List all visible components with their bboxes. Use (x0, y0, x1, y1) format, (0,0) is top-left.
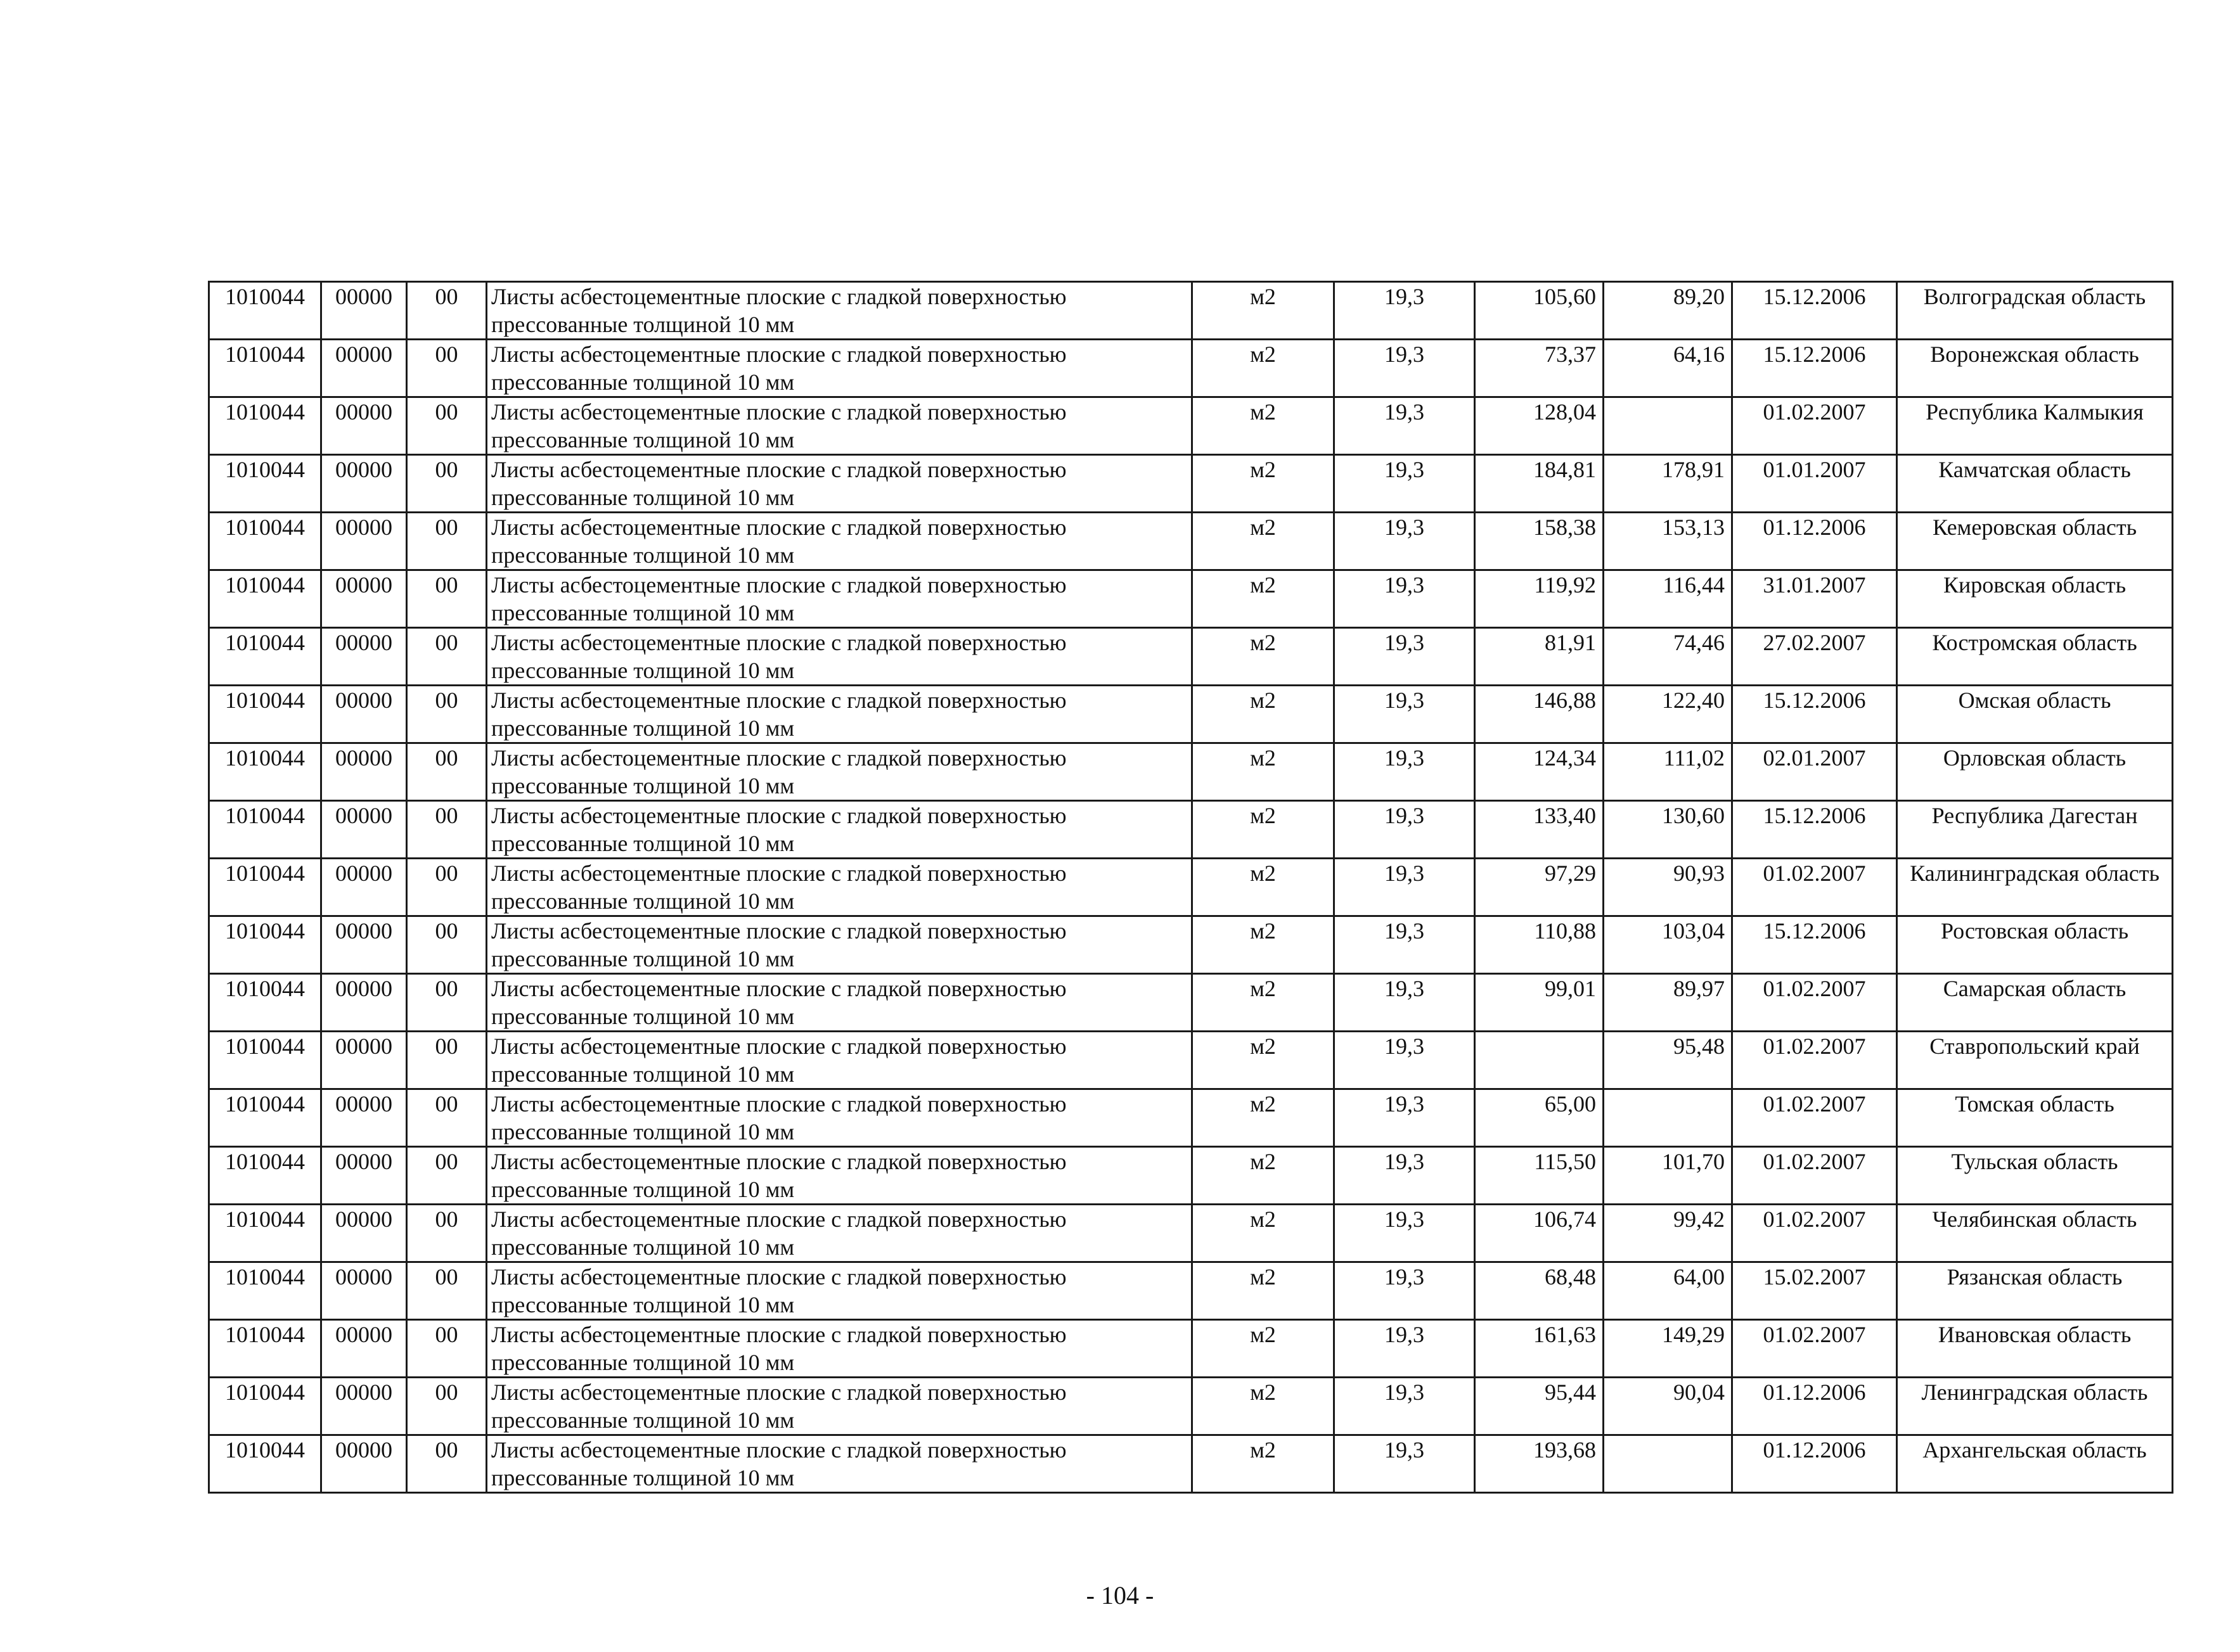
cell-price-b: 99,42 (1604, 1205, 1732, 1262)
cell-subcode: 00000 (321, 686, 407, 743)
cell-name: Листы асбестоцементные плоские с гладкой поверхностью прессованные толщиной 10 мм (487, 974, 1192, 1032)
cell-unit: м2 (1192, 1262, 1334, 1320)
cell-subcode: 00000 (321, 397, 407, 455)
cell-coefficient: 19,3 (1334, 1320, 1475, 1378)
cell-group: 00 (407, 1089, 487, 1147)
cell-date: 01.02.2007 (1732, 1089, 1897, 1147)
cell-name: Листы асбестоцементные плоские с гладкой поверхностью прессованные толщиной 10 мм (487, 1147, 1192, 1205)
cell-price-a: 128,04 (1475, 397, 1604, 455)
cell-coefficient: 19,3 (1334, 570, 1475, 628)
cell-code: 1010044 (209, 743, 321, 801)
cell-code: 1010044 (209, 801, 321, 859)
cell-price-b: 111,02 (1604, 743, 1732, 801)
cell-name: Листы асбестоцементные плоские с гладкой поверхностью прессованные толщиной 10 мм (487, 340, 1192, 397)
cell-region: Ростовская область (1897, 916, 2173, 974)
cell-price-b: 153,13 (1604, 513, 1732, 570)
table-row (209, 397, 2173, 455)
cell-code: 1010044 (209, 455, 321, 513)
cell-unit: м2 (1192, 1147, 1334, 1205)
cell-code: 1010044 (209, 1320, 321, 1378)
cell-name: Листы асбестоцементные плоские с гладкой поверхностью прессованные толщиной 10 мм (487, 1032, 1192, 1089)
cell-code: 1010044 (209, 916, 321, 974)
table-row (209, 1378, 2173, 1435)
table-row (209, 1262, 2173, 1320)
cell-code: 1010044 (209, 570, 321, 628)
cell-unit: м2 (1192, 628, 1334, 686)
cell-date: 01.01.2007 (1732, 455, 1897, 513)
cell-date: 01.02.2007 (1732, 859, 1897, 916)
cell-price-b: 122,40 (1604, 686, 1732, 743)
cell-region: Омская область (1897, 686, 2173, 743)
cell-subcode: 00000 (321, 1147, 407, 1205)
cell-region: Кемеровская область (1897, 513, 2173, 570)
cell-group: 00 (407, 1147, 487, 1205)
cell-subcode: 00000 (321, 282, 407, 340)
cell-coefficient: 19,3 (1334, 974, 1475, 1032)
price-table (208, 281, 2173, 1494)
cell-date: 15.12.2006 (1732, 282, 1897, 340)
cell-price-b: 64,16 (1604, 340, 1732, 397)
cell-price-b: 90,04 (1604, 1378, 1732, 1435)
cell-coefficient: 19,3 (1334, 397, 1475, 455)
cell-date: 01.12.2006 (1732, 1378, 1897, 1435)
cell-region: Республика Дагестан (1897, 801, 2173, 859)
cell-date: 15.12.2006 (1732, 340, 1897, 397)
cell-group: 00 (407, 1262, 487, 1320)
cell-region: Архангельская область (1897, 1435, 2173, 1493)
cell-unit: м2 (1192, 801, 1334, 859)
table-row (209, 859, 2173, 916)
cell-coefficient: 19,3 (1334, 513, 1475, 570)
cell-name: Листы асбестоцементные плоские с гладкой поверхностью прессованные толщиной 10 мм (487, 513, 1192, 570)
cell-group: 00 (407, 1032, 487, 1089)
cell-price-b: 90,93 (1604, 859, 1732, 916)
cell-date: 01.02.2007 (1732, 1205, 1897, 1262)
cell-code: 1010044 (209, 340, 321, 397)
cell-region: Воронежская область (1897, 340, 2173, 397)
cell-price-b (1604, 397, 1732, 455)
cell-price-b: 130,60 (1604, 801, 1732, 859)
cell-unit: м2 (1192, 570, 1334, 628)
cell-date: 01.12.2006 (1732, 513, 1897, 570)
cell-price-b: 101,70 (1604, 1147, 1732, 1205)
cell-name: Листы асбестоцементные плоские с гладкой поверхностью прессованные толщиной 10 мм (487, 1378, 1192, 1435)
cell-region: Тульская область (1897, 1147, 2173, 1205)
cell-name: Листы асбестоцементные плоские с гладкой поверхностью прессованные толщиной 10 мм (487, 628, 1192, 686)
cell-coefficient: 19,3 (1334, 801, 1475, 859)
cell-group: 00 (407, 628, 487, 686)
cell-group: 00 (407, 801, 487, 859)
cell-subcode: 00000 (321, 743, 407, 801)
cell-subcode: 00000 (321, 570, 407, 628)
cell-region: Калининградская область (1897, 859, 2173, 916)
cell-date: 01.12.2006 (1732, 1435, 1897, 1493)
cell-group: 00 (407, 1435, 487, 1493)
cell-price-a: 95,44 (1475, 1378, 1604, 1435)
cell-name: Листы асбестоцементные плоские с гладкой поверхностью прессованные толщиной 10 мм (487, 282, 1192, 340)
cell-price-a: 146,88 (1475, 686, 1604, 743)
cell-unit: м2 (1192, 1032, 1334, 1089)
cell-group: 00 (407, 455, 487, 513)
cell-coefficient: 19,3 (1334, 743, 1475, 801)
table-row (209, 340, 2173, 397)
cell-date: 01.02.2007 (1732, 397, 1897, 455)
cell-price-a: 81,91 (1475, 628, 1604, 686)
cell-name: Листы асбестоцементные плоские с гладкой поверхностью прессованные толщиной 10 мм (487, 1262, 1192, 1320)
cell-name: Листы асбестоцементные плоские с гладкой поверхностью прессованные толщиной 10 мм (487, 859, 1192, 916)
cell-subcode: 00000 (321, 974, 407, 1032)
cell-coefficient: 19,3 (1334, 1089, 1475, 1147)
cell-subcode: 00000 (321, 1378, 407, 1435)
cell-subcode: 00000 (321, 340, 407, 397)
cell-group: 00 (407, 513, 487, 570)
cell-code: 1010044 (209, 1147, 321, 1205)
cell-region: Орловская область (1897, 743, 2173, 801)
table-row (209, 455, 2173, 513)
cell-price-b: 89,20 (1604, 282, 1732, 340)
cell-code: 1010044 (209, 1435, 321, 1493)
cell-price-b: 74,46 (1604, 628, 1732, 686)
table-row (209, 628, 2173, 686)
table-row (209, 1147, 2173, 1205)
table-row (209, 1089, 2173, 1147)
cell-date: 15.12.2006 (1732, 686, 1897, 743)
cell-region: Ивановская область (1897, 1320, 2173, 1378)
cell-price-b: 64,00 (1604, 1262, 1732, 1320)
cell-price-a: 184,81 (1475, 455, 1604, 513)
cell-region: Томская область (1897, 1089, 2173, 1147)
cell-price-a: 73,37 (1475, 340, 1604, 397)
cell-unit: м2 (1192, 1435, 1334, 1493)
cell-unit: м2 (1192, 455, 1334, 513)
table-row (209, 974, 2173, 1032)
table-body (209, 282, 2173, 1493)
cell-group: 00 (407, 1320, 487, 1378)
cell-region: Самарская область (1897, 974, 2173, 1032)
cell-subcode: 00000 (321, 513, 407, 570)
cell-subcode: 00000 (321, 455, 407, 513)
cell-group: 00 (407, 1378, 487, 1435)
cell-coefficient: 19,3 (1334, 1147, 1475, 1205)
cell-region: Ставропольский край (1897, 1032, 2173, 1089)
cell-unit: м2 (1192, 340, 1334, 397)
cell-name: Листы асбестоцементные плоские с гладкой поверхностью прессованные толщиной 10 мм (487, 743, 1192, 801)
cell-name: Листы асбестоцементные плоские с гладкой поверхностью прессованные толщиной 10 мм (487, 686, 1192, 743)
cell-name: Листы асбестоцементные плоские с гладкой поверхностью прессованные толщиной 10 мм (487, 1320, 1192, 1378)
cell-subcode: 00000 (321, 1089, 407, 1147)
cell-price-b: 178,91 (1604, 455, 1732, 513)
cell-group: 00 (407, 397, 487, 455)
cell-price-b (1604, 1089, 1732, 1147)
cell-price-a: 110,88 (1475, 916, 1604, 974)
cell-subcode: 00000 (321, 1435, 407, 1493)
cell-group: 00 (407, 743, 487, 801)
cell-price-a: 161,63 (1475, 1320, 1604, 1378)
cell-subcode: 00000 (321, 1320, 407, 1378)
cell-code: 1010044 (209, 1032, 321, 1089)
cell-price-a: 68,48 (1475, 1262, 1604, 1320)
table-row (209, 916, 2173, 974)
cell-name: Листы асбестоцементные плоские с гладкой поверхностью прессованные толщиной 10 мм (487, 397, 1192, 455)
cell-unit: м2 (1192, 859, 1334, 916)
cell-group: 00 (407, 1205, 487, 1262)
cell-coefficient: 19,3 (1334, 686, 1475, 743)
cell-coefficient: 19,3 (1334, 916, 1475, 974)
cell-unit: м2 (1192, 513, 1334, 570)
cell-date: 15.12.2006 (1732, 916, 1897, 974)
cell-price-a: 97,29 (1475, 859, 1604, 916)
cell-date: 01.02.2007 (1732, 1320, 1897, 1378)
cell-unit: м2 (1192, 282, 1334, 340)
cell-name: Листы асбестоцементные плоские с гладкой поверхностью прессованные толщиной 10 мм (487, 1205, 1192, 1262)
cell-coefficient: 19,3 (1334, 1205, 1475, 1262)
cell-unit: м2 (1192, 686, 1334, 743)
cell-coefficient: 19,3 (1334, 1435, 1475, 1493)
cell-unit: м2 (1192, 1205, 1334, 1262)
cell-coefficient: 19,3 (1334, 455, 1475, 513)
cell-group: 00 (407, 916, 487, 974)
cell-code: 1010044 (209, 686, 321, 743)
cell-price-b: 95,48 (1604, 1032, 1732, 1089)
cell-region: Волгоградская область (1897, 282, 2173, 340)
cell-price-a: 105,60 (1475, 282, 1604, 340)
cell-group: 00 (407, 859, 487, 916)
cell-date: 01.02.2007 (1732, 1032, 1897, 1089)
cell-price-b: 89,97 (1604, 974, 1732, 1032)
cell-price-a: 193,68 (1475, 1435, 1604, 1493)
cell-subcode: 00000 (321, 1262, 407, 1320)
cell-group: 00 (407, 570, 487, 628)
table-row (209, 1032, 2173, 1089)
cell-name: Листы асбестоцементные плоские с гладкой поверхностью прессованные толщиной 10 мм (487, 801, 1192, 859)
cell-code: 1010044 (209, 974, 321, 1032)
cell-coefficient: 19,3 (1334, 340, 1475, 397)
cell-date: 31.01.2007 (1732, 570, 1897, 628)
table-row (209, 282, 2173, 340)
cell-name: Листы асбестоцементные плоские с гладкой поверхностью прессованные толщиной 10 мм (487, 570, 1192, 628)
cell-price-a: 124,34 (1475, 743, 1604, 801)
cell-unit: м2 (1192, 916, 1334, 974)
table-row (209, 1320, 2173, 1378)
cell-subcode: 00000 (321, 1205, 407, 1262)
cell-subcode: 00000 (321, 628, 407, 686)
cell-code: 1010044 (209, 1205, 321, 1262)
cell-region: Костромская область (1897, 628, 2173, 686)
cell-date: 27.02.2007 (1732, 628, 1897, 686)
cell-coefficient: 19,3 (1334, 1032, 1475, 1089)
cell-price-a: 115,50 (1475, 1147, 1604, 1205)
cell-unit: м2 (1192, 1378, 1334, 1435)
cell-region: Камчатская область (1897, 455, 2173, 513)
cell-price-a: 133,40 (1475, 801, 1604, 859)
cell-price-b: 116,44 (1604, 570, 1732, 628)
cell-coefficient: 19,3 (1334, 1262, 1475, 1320)
cell-group: 00 (407, 340, 487, 397)
cell-region: Кировская область (1897, 570, 2173, 628)
cell-price-a: 106,74 (1475, 1205, 1604, 1262)
cell-coefficient: 19,3 (1334, 628, 1475, 686)
table-row (209, 743, 2173, 801)
cell-unit: м2 (1192, 1320, 1334, 1378)
cell-name: Листы асбестоцементные плоские с гладкой поверхностью прессованные толщиной 10 мм (487, 916, 1192, 974)
table-row (209, 686, 2173, 743)
cell-subcode: 00000 (321, 801, 407, 859)
cell-region: Рязанская область (1897, 1262, 2173, 1320)
table-row (209, 801, 2173, 859)
cell-price-a: 65,00 (1475, 1089, 1604, 1147)
table-row (209, 570, 2173, 628)
cell-region: Ленинградская область (1897, 1378, 2173, 1435)
cell-name: Листы асбестоцементные плоские с гладкой поверхностью прессованные толщиной 10 мм (487, 1089, 1192, 1147)
cell-code: 1010044 (209, 1378, 321, 1435)
cell-date: 01.02.2007 (1732, 974, 1897, 1032)
cell-code: 1010044 (209, 1089, 321, 1147)
cell-code: 1010044 (209, 1262, 321, 1320)
cell-coefficient: 19,3 (1334, 1378, 1475, 1435)
cell-group: 00 (407, 686, 487, 743)
cell-group: 00 (407, 282, 487, 340)
cell-unit: м2 (1192, 743, 1334, 801)
cell-price-a: 119,92 (1475, 570, 1604, 628)
cell-coefficient: 19,3 (1334, 859, 1475, 916)
cell-subcode: 00000 (321, 1032, 407, 1089)
cell-code: 1010044 (209, 282, 321, 340)
cell-price-a (1475, 1032, 1604, 1089)
cell-code: 1010044 (209, 397, 321, 455)
cell-price-a: 158,38 (1475, 513, 1604, 570)
table-row (209, 513, 2173, 570)
cell-name: Листы асбестоцементные плоские с гладкой поверхностью прессованные толщиной 10 мм (487, 1435, 1192, 1493)
cell-price-b: 103,04 (1604, 916, 1732, 974)
cell-group: 00 (407, 974, 487, 1032)
cell-subcode: 00000 (321, 916, 407, 974)
cell-code: 1010044 (209, 859, 321, 916)
cell-region: Челябинская область (1897, 1205, 2173, 1262)
cell-code: 1010044 (209, 628, 321, 686)
table-row (209, 1435, 2173, 1493)
cell-region: Республика Калмыкия (1897, 397, 2173, 455)
cell-price-b (1604, 1435, 1732, 1493)
cell-date: 01.02.2007 (1732, 1147, 1897, 1205)
cell-price-a: 99,01 (1475, 974, 1604, 1032)
table-row (209, 1205, 2173, 1262)
page-number: - 104 - (1086, 1581, 1154, 1610)
cell-date: 02.01.2007 (1732, 743, 1897, 801)
cell-date: 15.12.2006 (1732, 801, 1897, 859)
cell-name: Листы асбестоцементные плоские с гладкой поверхностью прессованные толщиной 10 мм (487, 455, 1192, 513)
cell-date: 15.02.2007 (1732, 1262, 1897, 1320)
cell-unit: м2 (1192, 974, 1334, 1032)
cell-code: 1010044 (209, 513, 321, 570)
cell-price-b: 149,29 (1604, 1320, 1732, 1378)
cell-unit: м2 (1192, 397, 1334, 455)
cell-subcode: 00000 (321, 859, 407, 916)
cell-unit: м2 (1192, 1089, 1334, 1147)
cell-coefficient: 19,3 (1334, 282, 1475, 340)
